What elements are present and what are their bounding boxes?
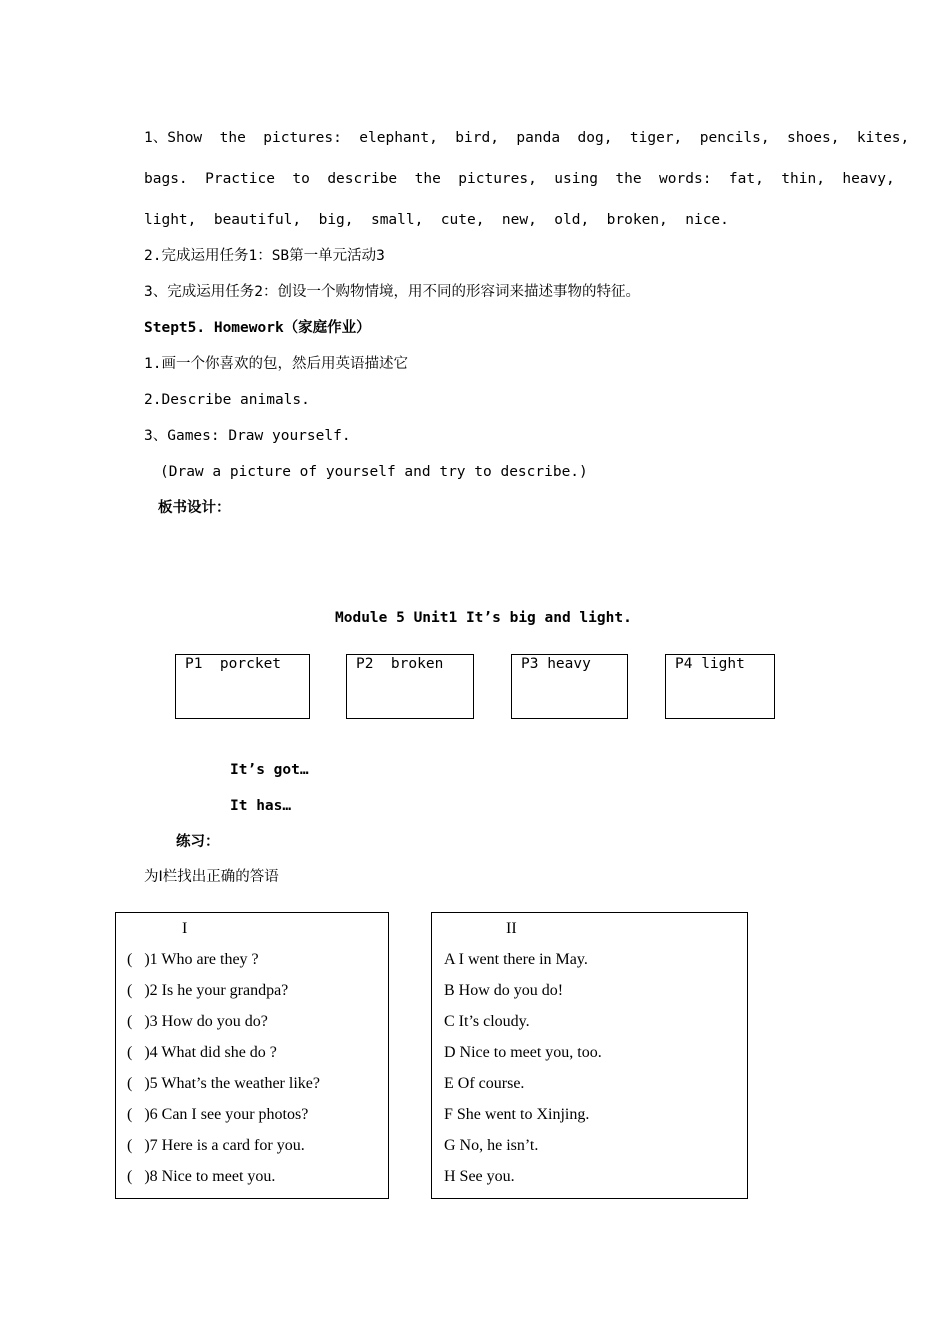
board-box-label: P3 heavy (521, 656, 591, 672)
question-item: ( )8 Nice to meet you. (127, 1168, 276, 1185)
exercise-heading: 练习： (176, 834, 220, 850)
step-item-1-line-1: 1、Show the pictures: elephant, bird, panda dog, tiger, pencils, shoes, kites, (144, 130, 910, 146)
board-box-label: P2 broken (356, 656, 444, 672)
answer-item: G No, he isn’t. (444, 1137, 539, 1154)
answer-item: H See you. (444, 1168, 515, 1185)
answer-item: B How do you do! (444, 982, 564, 999)
step-item-1-line-3: light, beautiful, big, small, cute, new, old, broken, nice. (144, 212, 729, 228)
board-title: Module 5 Unit1 It’s big and light. (335, 610, 632, 626)
board-pattern-2: It has… (230, 798, 292, 814)
answer-column-header: II (506, 920, 517, 937)
step-item-1-line-2: bags. Practice to describe the pictures, using the words: fat, thin, heavy, (144, 171, 895, 187)
board-pattern-1: It’s got… (230, 762, 309, 778)
board-box-label: P4 light (675, 656, 745, 672)
board-box-p1 (175, 654, 310, 719)
homework-item-3: 3、Games: Draw yourself. (144, 428, 351, 444)
question-item: ( )1 Who are they ? (127, 951, 259, 968)
answer-item: A I went there in May. (444, 951, 588, 968)
answer-item: C It’s cloudy. (444, 1013, 530, 1030)
board-box-p3 (511, 654, 628, 719)
question-column (115, 912, 389, 1199)
board-heading: 板书设计： (158, 500, 231, 516)
answer-column (431, 912, 748, 1199)
question-column-header: I (182, 920, 188, 937)
exercise-instruction: 为Ⅰ栏找出正确的答语 (144, 869, 279, 885)
board-box-label: P1 porcket (185, 656, 282, 672)
question-item: ( )3 How do you do? (127, 1013, 268, 1030)
board-box-p4 (665, 654, 775, 719)
step-item-3: 3、完成运用任务2：创设一个购物情境，用不同的形容词来描述事物的特征。 (144, 284, 640, 300)
answer-item: D Nice to meet you, too. (444, 1044, 602, 1061)
board-box-p2 (346, 654, 474, 719)
question-item: ( )2 Is he your grandpa? (127, 982, 289, 999)
question-item: ( )5 What’s the weather like? (127, 1075, 320, 1092)
homework-item-2: 2.Describe animals. (144, 392, 310, 408)
answer-item: E Of course. (444, 1075, 525, 1092)
step-item-2: 2.完成运用任务1：SB第一单元活动3 (144, 248, 385, 264)
answer-item: F She went to Xinjing. (444, 1106, 590, 1123)
homework-heading: Stept5. Homework（家庭作业） (144, 320, 371, 336)
question-item: ( )7 Here is a card for you. (127, 1137, 305, 1154)
question-item: ( )6 Can I see your photos? (127, 1106, 309, 1123)
homework-item-3-note: (Draw a picture of yourself and try to describe.) (160, 464, 588, 480)
homework-item-1: 1.画一个你喜欢的包，然后用英语描述它 (144, 356, 408, 372)
question-item: ( )4 What did she do ? (127, 1044, 277, 1061)
